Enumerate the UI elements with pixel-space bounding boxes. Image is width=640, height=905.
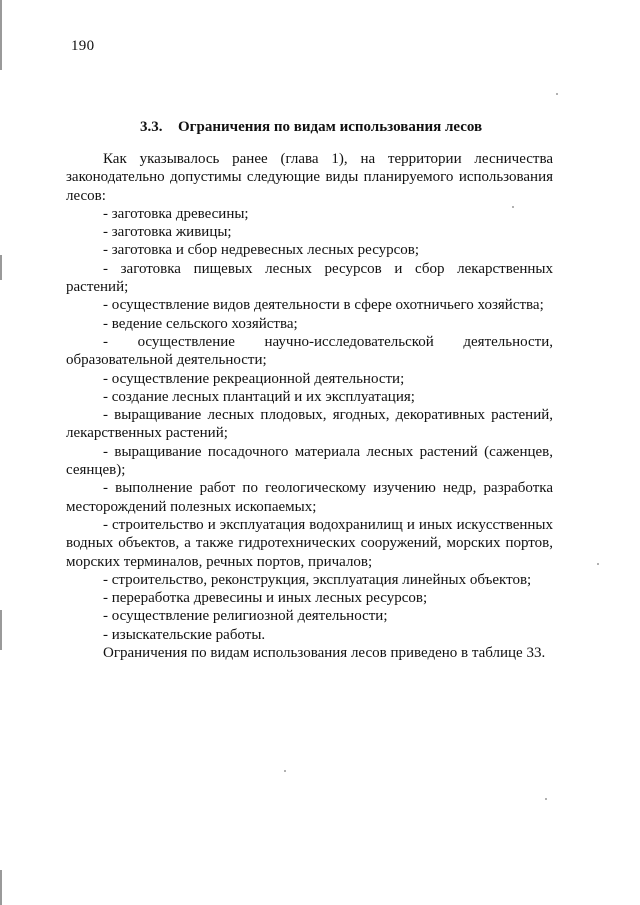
list-item: - заготовка живицы; [103, 224, 232, 241]
closing-paragraph: Ограничения по видам использования лесов приведено в таблице 33. [103, 645, 546, 662]
scan-speck [597, 563, 599, 565]
list-item: - строительство, реконструкция, эксплуатация линейных объектов; [103, 571, 532, 588]
document-body [66, 150, 553, 662]
list-item: - заготовка и сбор недревесных лесных ресурсов; [103, 242, 420, 259]
scan-edge-mark [0, 870, 2, 905]
scan-speck [556, 93, 558, 95]
list-item: - осуществление религиозной деятельности; [103, 608, 388, 625]
list-item: - осуществление рекреационной деятельности; [103, 370, 405, 387]
scan-edge-mark [0, 255, 2, 280]
scan-edge-mark [0, 610, 2, 650]
list-item: - изыскательские работы. [103, 626, 266, 643]
section-title: Ограничения по видам использования лесов [178, 119, 483, 135]
section-number: 3.3. [140, 119, 163, 135]
list-item: - переработка древесины и иных лесных ресурсов; [103, 590, 428, 607]
list-item: - выращивание посадочного материала лесных растений (саженцев, сеянцев); [66, 443, 553, 479]
list-item: - выращивание лесных плодовых, ягодных, декоративных растений, лекарственных растений; [66, 407, 553, 442]
list-item: - осуществление видов деятельности в сфере охотничьего хозяйства; [103, 297, 544, 314]
list-item: - заготовка пищевых лесных ресурсов и сбор лекарственных растений; [66, 260, 553, 296]
section-heading [140, 119, 482, 136]
list-item: - осуществление научно-исследовательской деятельности, образовательной деятельности; [66, 333, 553, 369]
scan-speck [284, 770, 286, 772]
list-item: - создание лесных плантаций и их эксплуатация; [103, 388, 415, 405]
list-item: - заготовка древесины; [103, 205, 249, 222]
list-item: - строительство и эксплуатация водохранилищ и иных искусственных водных объектов, а также гидротехнических сооружений, морских портов, морских терминалов, речных портов, причалов; [66, 516, 553, 570]
intro-paragraph: Как указывалось ранее (глава 1), на территории лесничества законодательно допустимы следующие виды планируемого использования лесов: [66, 151, 553, 204]
page-number: 190 [71, 38, 95, 54]
list-item: - выполнение работ по геологическому изучению недр, разработка месторождений полезных ископаемых; [66, 480, 553, 515]
scan-edge-mark [0, 0, 2, 70]
scan-speck [545, 798, 547, 800]
list-item: - ведение сельского хозяйства; [103, 315, 298, 332]
